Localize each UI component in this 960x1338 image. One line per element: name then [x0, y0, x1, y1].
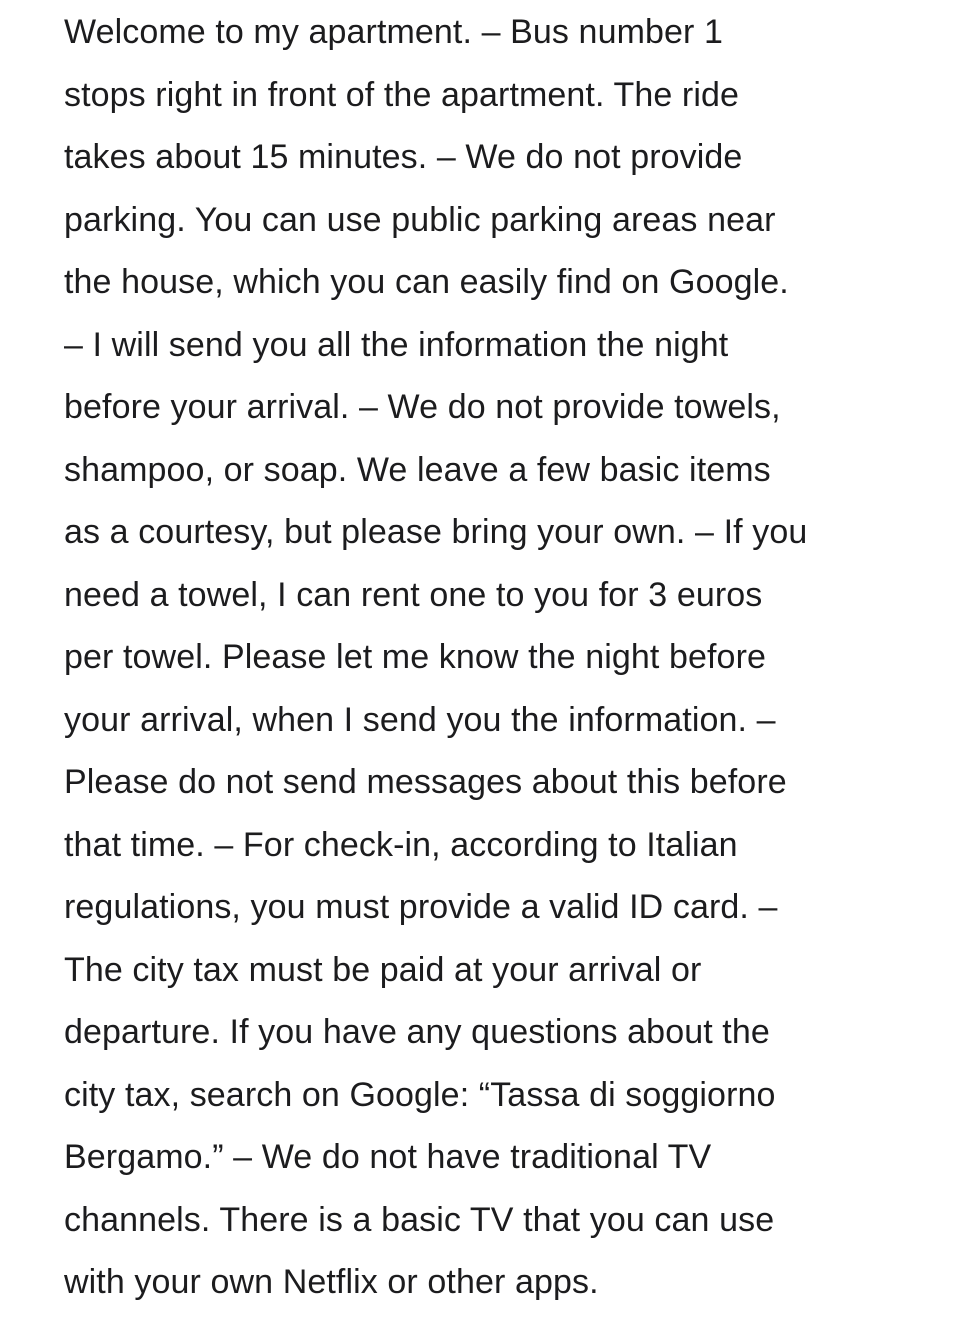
note-line-12: your arrival, when I send you the information. – — [64, 700, 776, 739]
note-line-6: – I will send you all the information the night — [64, 325, 729, 364]
note-line-1: Welcome to my apartment. – Bus number 1 — [64, 13, 723, 51]
note-line-18: city tax, search on Google: “Tassa di soggiorno — [64, 1075, 776, 1114]
note-line-9: as a courtesy, but please bring your own. – If you — [64, 513, 808, 551]
note-line-2: stops right in front of the apartment. The ride — [64, 75, 739, 114]
note-line-4: parking. You can use public parking areas near — [64, 200, 776, 239]
note-line-14: that time. – For check-in, according to Italian — [64, 825, 738, 864]
note-line-15: regulations, you must provide a valid ID card. – — [64, 888, 778, 926]
note-line-20: channels. There is a basic TV that you can use — [64, 1200, 775, 1239]
note-line-13: Please do not send messages about this before — [64, 763, 787, 801]
note-line-19: Bergamo.” – We do not have traditional TV — [64, 1138, 712, 1176]
note-line-3: takes about 15 minutes. – We do not provide — [64, 138, 743, 176]
note-line-10: need a towel, I can rent one to you for 3 euros — [64, 575, 763, 614]
note-line-16: The city tax must be paid at your arrival or — [64, 950, 702, 989]
note-line-21: with your own Netflix or other apps. — [64, 1263, 599, 1301]
note-line-7: before your arrival. – We do not provide towels, — [64, 388, 781, 426]
note-body[interactable] — [64, 7, 944, 1320]
note-line-17: departure. If you have any questions about the — [64, 1013, 770, 1051]
note-line-5: the house, which you can easily find on Google. — [64, 263, 789, 301]
note-line-11: per towel. Please let me know the night before — [64, 638, 766, 676]
note-line-8: shampoo, or soap. We leave a few basic items — [64, 450, 771, 489]
